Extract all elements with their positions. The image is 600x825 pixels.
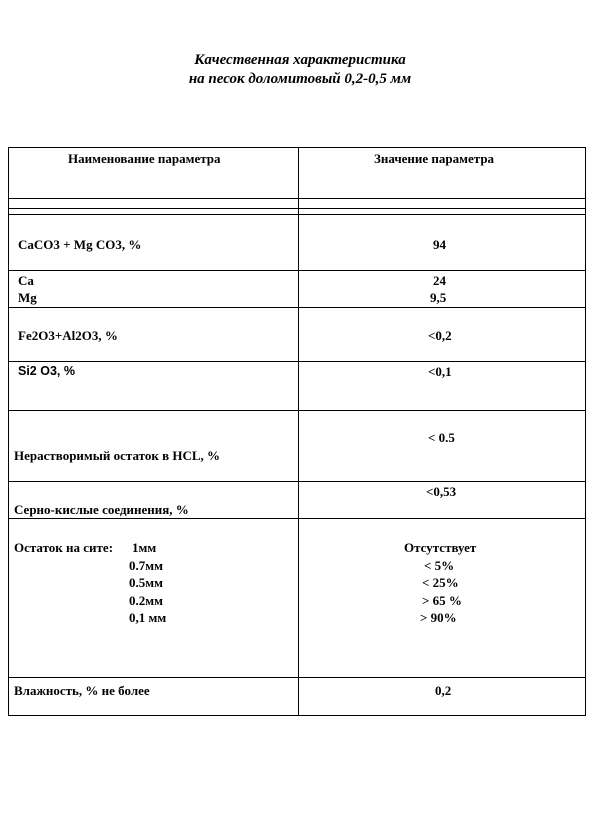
row-divider [9, 361, 585, 362]
row-divider [9, 481, 585, 482]
insoluble-residue-value: < 0.5 [428, 430, 455, 445]
moisture-label: Влажность, % не более [14, 683, 150, 698]
sieve-value: Отсутствует [404, 540, 477, 555]
sulfate-compounds-label: Серно-кислые соединения, % [14, 502, 189, 517]
sieve-value: > 90% [420, 610, 457, 625]
mg-value: 9,5 [430, 290, 447, 305]
document-title-line2: на песок доломитовый 0,2-0,5 мм [188, 71, 412, 87]
row-divider [9, 410, 585, 411]
silica-value: <0,1 [428, 364, 452, 379]
ca-label: Ca [18, 273, 34, 288]
header-parameter-name: Наименование параметра [68, 151, 221, 166]
sieve-value: < 25% [422, 575, 459, 590]
sieve-size: 0.5мм [129, 575, 163, 590]
caco3-value: 94 [433, 237, 446, 252]
sieve-value: > 65 % [422, 592, 462, 608]
row-divider [9, 518, 585, 519]
document-title-line1: Качественная характеристика [194, 52, 406, 68]
column-divider [298, 148, 299, 715]
characteristics-table [8, 147, 586, 716]
fe-al-oxides-value: <0,2 [428, 328, 452, 343]
fe-al-oxides-label: Fe2O3+Al2O3, % [18, 328, 118, 343]
sieve-residue-label: Остаток на сите: [14, 540, 114, 555]
sieve-size: 0.2мм [129, 592, 163, 608]
ca-value: 24 [433, 273, 446, 288]
moisture-value: 0,2 [435, 683, 452, 698]
sieve-sizes-list [129, 539, 166, 627]
row-divider [9, 214, 585, 215]
sulfate-compounds-value: <0,53 [426, 484, 457, 499]
sieve-values-list [404, 539, 504, 627]
row-divider [9, 198, 585, 199]
row-divider [9, 208, 585, 209]
caco3-label: CaCO3 + Mg CO3, % [18, 237, 142, 252]
row-divider [9, 677, 585, 678]
sieve-size: 1мм [132, 540, 157, 555]
sieve-size: 0,1 мм [129, 610, 167, 625]
silica-label: Si2 O3, % [18, 364, 75, 378]
header-parameter-value: Значение параметра [374, 151, 495, 166]
mg-label: Mg [18, 290, 37, 305]
row-divider [9, 270, 585, 271]
row-divider [9, 307, 585, 308]
insoluble-residue-label: Нерастворимый остаток в HCL, % [14, 448, 221, 463]
sieve-size: 0.7мм [129, 557, 163, 573]
sieve-value: < 5% [424, 557, 455, 573]
